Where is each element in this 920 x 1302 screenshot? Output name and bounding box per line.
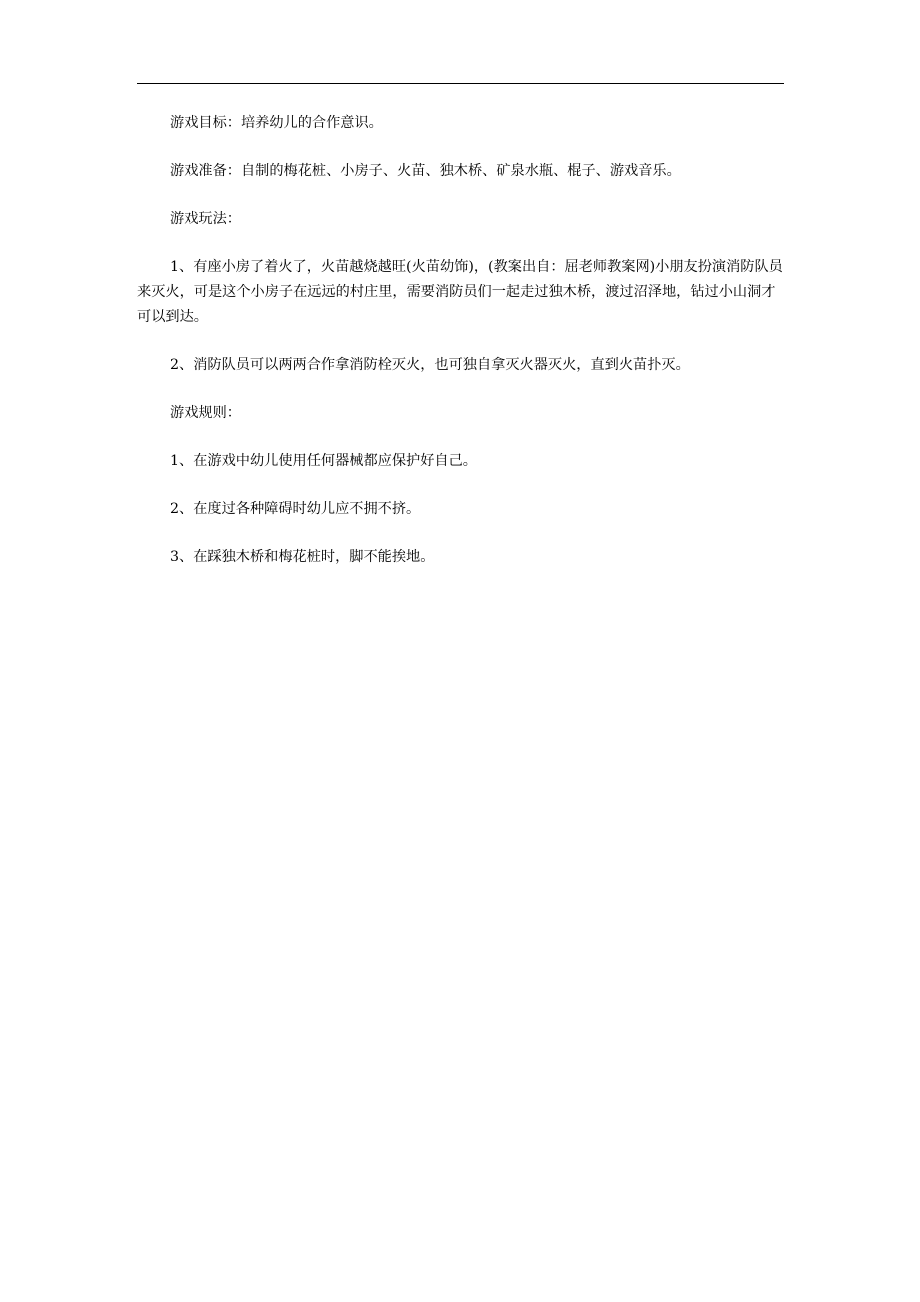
paragraph-rule-3: 3、在踩独木桥和梅花桩时，脚不能挨地。 [170, 549, 435, 565]
heading-gameplay: 游戏玩法： [170, 211, 241, 227]
paragraph-goal: 游戏目标：培养幼儿的合作意识。 [170, 115, 383, 131]
document-body [137, 111, 784, 593]
paragraph-rule-2: 2、在度过各种障碍时幼儿应不拥不挤。 [170, 501, 421, 517]
paragraph-gameplay-2: 2、消防队员可以两两合作拿消防栓灭火，也可独自拿灭火器灭火，直到火苗扑灭。 [170, 357, 690, 373]
header-rule [137, 83, 784, 84]
paragraph-gameplay-1: 1、有座小房了着火了，火苗越烧越旺(火苗幼饰)，(教案出自：屈老师教案网)小朋友扮演消防队员来灭火，可是这个小房子在远远的村庄里，需要消防员们一起走过独木桥，渡过沼泽地，钻过小山洞才可以到达。 [137, 259, 783, 325]
paragraph-rule-1: 1、在游戏中幼儿使用任何器械都应保护好自己。 [170, 453, 477, 469]
heading-rules: 游戏规则： [170, 405, 241, 421]
paragraph-preparation: 游戏准备：自制的梅花桩、小房子、火苗、独木桥、矿泉水瓶、棍子、游戏音乐。 [170, 163, 681, 179]
